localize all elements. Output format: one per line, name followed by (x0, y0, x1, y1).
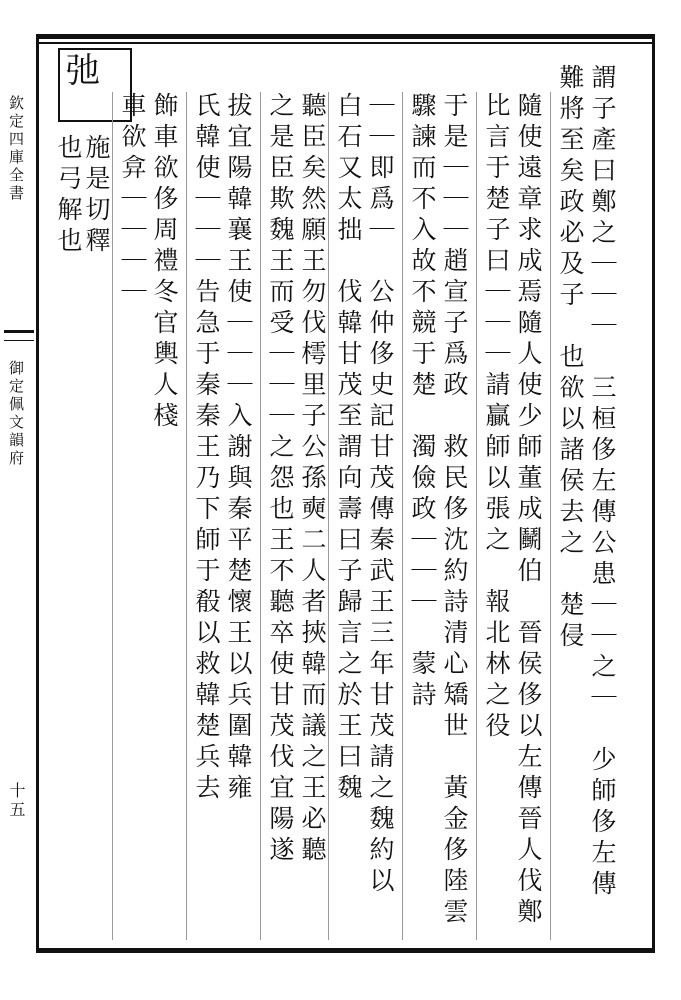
text-column: 隨使遠章求成焉隨人使少師董成鬭伯 晉侯侈以左傳晉人伐鄭 (514, 92, 543, 929)
text-column: 于是｜｜｜趙宣子爲政 救民侈沈約詩清心矯世 黃金侈陸雲 (440, 92, 469, 929)
text-column: 氏韓使｜｜｜告急于秦秦王乃下師于殽以救韓楚兵去 (192, 92, 221, 805)
column-rule (260, 92, 261, 940)
column-rule (328, 92, 329, 940)
frame-top-border (36, 34, 654, 39)
frame-right-border (652, 34, 655, 953)
rhyme-heading-char: 弛 (66, 51, 100, 91)
text-column: 飾車欲侈周禮冬官輿人棧 (150, 92, 179, 433)
margin-work-title: 御定佩文韻府 (7, 360, 25, 468)
text-column: 驟諫而不入故不競于楚 濁儉政｜｜｜ 蒙詩 (408, 92, 437, 712)
text-column: ｜｜即爲｜ 公仲侈史記甘茂傳秦武王三年甘茂請之魏約以 (366, 92, 395, 898)
column-rule (186, 92, 187, 940)
column-rule (112, 92, 113, 940)
margin-separator (4, 330, 34, 333)
frame-left-border (36, 34, 39, 953)
text-column: 也弓解也 (54, 134, 83, 258)
text-column: 施是切釋 (82, 134, 111, 258)
margin-page-number: 十五 (7, 782, 26, 820)
text-column: 白石又太拙 伐韓甘茂至謂向壽曰子歸言之於王曰魏 (334, 92, 363, 805)
column-rule (402, 92, 403, 940)
text-column: 車欲弇｜｜｜｜ (118, 92, 147, 309)
text-column: 謂子產曰鄭之｜｜｜ 三桓侈左傳公患｜｜之｜ 少師侈左傳 (588, 64, 617, 901)
frame-top-inner-border (36, 42, 654, 44)
margin-book-title: 欽定四庫全書 (7, 95, 25, 203)
text-column: 之是臣欺魏王而受｜｜｜之怨也王不聽卒使甘茂伐宜陽遂 (266, 92, 295, 867)
text-column: 拔宜陽韓襄王使｜｜｜入謝與秦平楚懷王以兵圍韓雍 (224, 92, 253, 805)
text-column: 比言于楚子曰｜｜｜請贏師以張之 報北林之役 (482, 92, 511, 743)
column-rule (550, 92, 551, 940)
margin-separator-thin (4, 340, 34, 341)
column-rule (476, 92, 477, 940)
text-column: 聽臣矣然願王勿伐樗里子公孫奭二人者挾韓而議之王必聽 (298, 92, 327, 867)
text-column: 難將至矣政必及子 也欲以諸侯去之 楚侵 (556, 64, 585, 653)
frame-bottom-border (36, 948, 654, 953)
